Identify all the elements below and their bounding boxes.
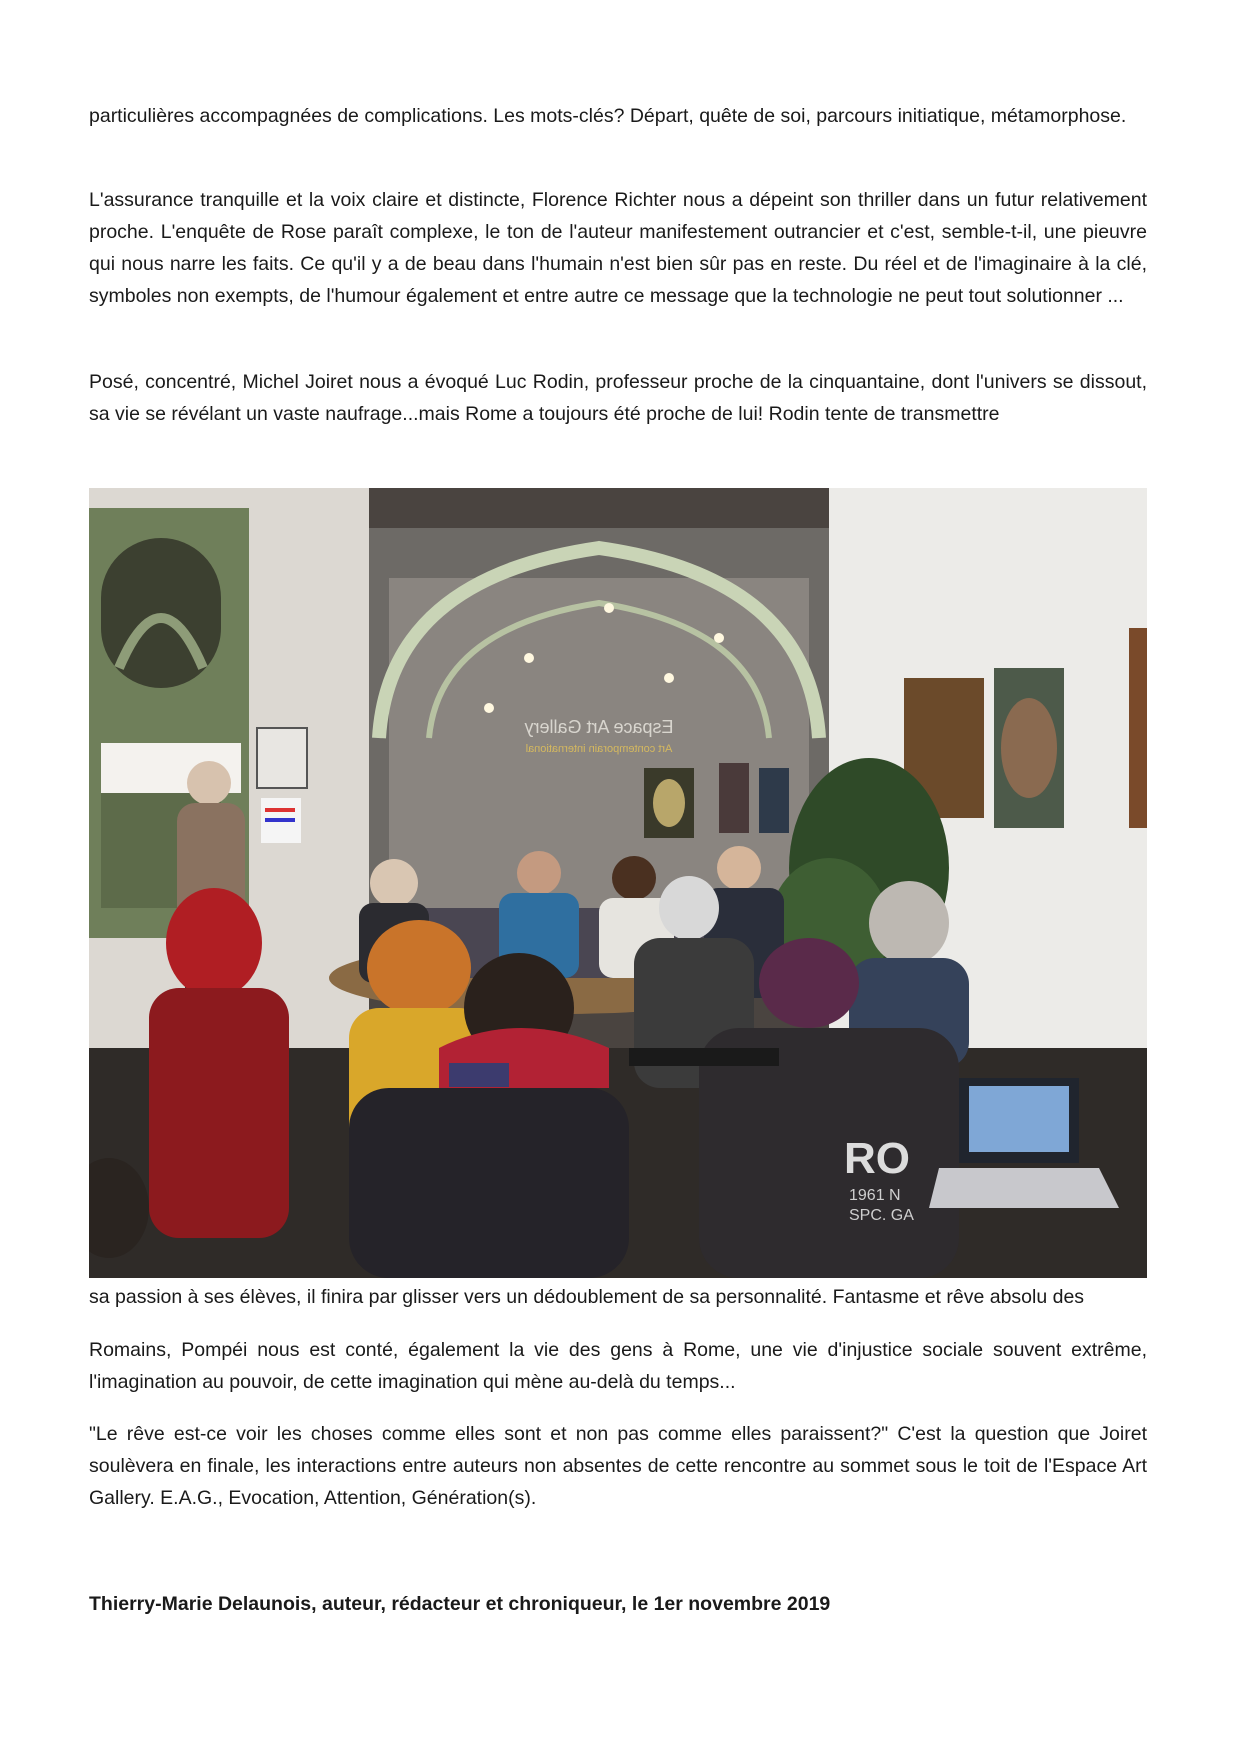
author-signature: Thierry-Marie Delaunois, auteur, rédacteur et chroniqueur, le 1er novembre 2019	[89, 1593, 831, 1615]
paragraph-michel-joiret: Posé, concentré, Michel Joiret nous a évoqué Luc Rodin, professeur proche de la cinquantaine, dont l'univers se dissout, sa vie se révélant un vaste naufrage...mais Rome a toujours été proche de lui! Rodin tente de transmettre	[89, 371, 1147, 425]
window-sign-text: Espace Art Gallery	[524, 717, 674, 737]
window-sign-subtext: Art contemporain international	[525, 743, 673, 755]
paragraph-metamorphose: particulières accompagnées de complications. Les mots-clés? Départ, quête de soi, parcours initiatique, métamorphose.	[89, 105, 1127, 127]
event-photo	[89, 488, 1147, 1278]
jacket-text-line1: RO	[844, 1134, 910, 1183]
paragraph-passion: sa passion à ses élèves, il finira par glisser vers un dédoublement de sa personnalité. Fantasme et rêve absolu des	[89, 1286, 1085, 1308]
jacket-text-line3: SPC. GA	[849, 1207, 914, 1224]
event-photo-illustration	[89, 488, 1147, 1278]
paragraph-reve: "Le rêve est-ce voir les choses comme elles sont et non pas comme elles paraissent?" C'est la question que Joiret soulèvera en finale, les interactions entre auteurs non absentes de cette rencontre au sommet sous le toit de l'Espace Art Gallery. E.A.G., Evocation, Attention, Génération(s).	[89, 1423, 1147, 1509]
jacket-text-line2: 1961 N	[849, 1187, 901, 1204]
paragraph-romains: Romains, Pompéi nous est conté, également la vie des gens à Rome, une vie d'injustice sociale souvent extrême, l'imagination au pouvoir, de cette imagination qui mène au-delà du temps...	[89, 1339, 1147, 1393]
paragraph-florence-richter: L'assurance tranquille et la voix claire et distincte, Florence Richter nous a dépeint son thriller dans un futur relativement proche. L'enquête de Rose paraît complexe, le ton de l'auteur manifestement outrancier et c'est, semble-t-il, une pieuvre qui nous narre les faits. Ce qu'il y a de beau dans l'humain n'est bien sûr pas en reste. Du réel et de l'imaginaire à la clé, symboles non exempts, de l'humour également et entre autre ce message que la technologie ne peut tout solutionner ...	[89, 189, 1147, 307]
